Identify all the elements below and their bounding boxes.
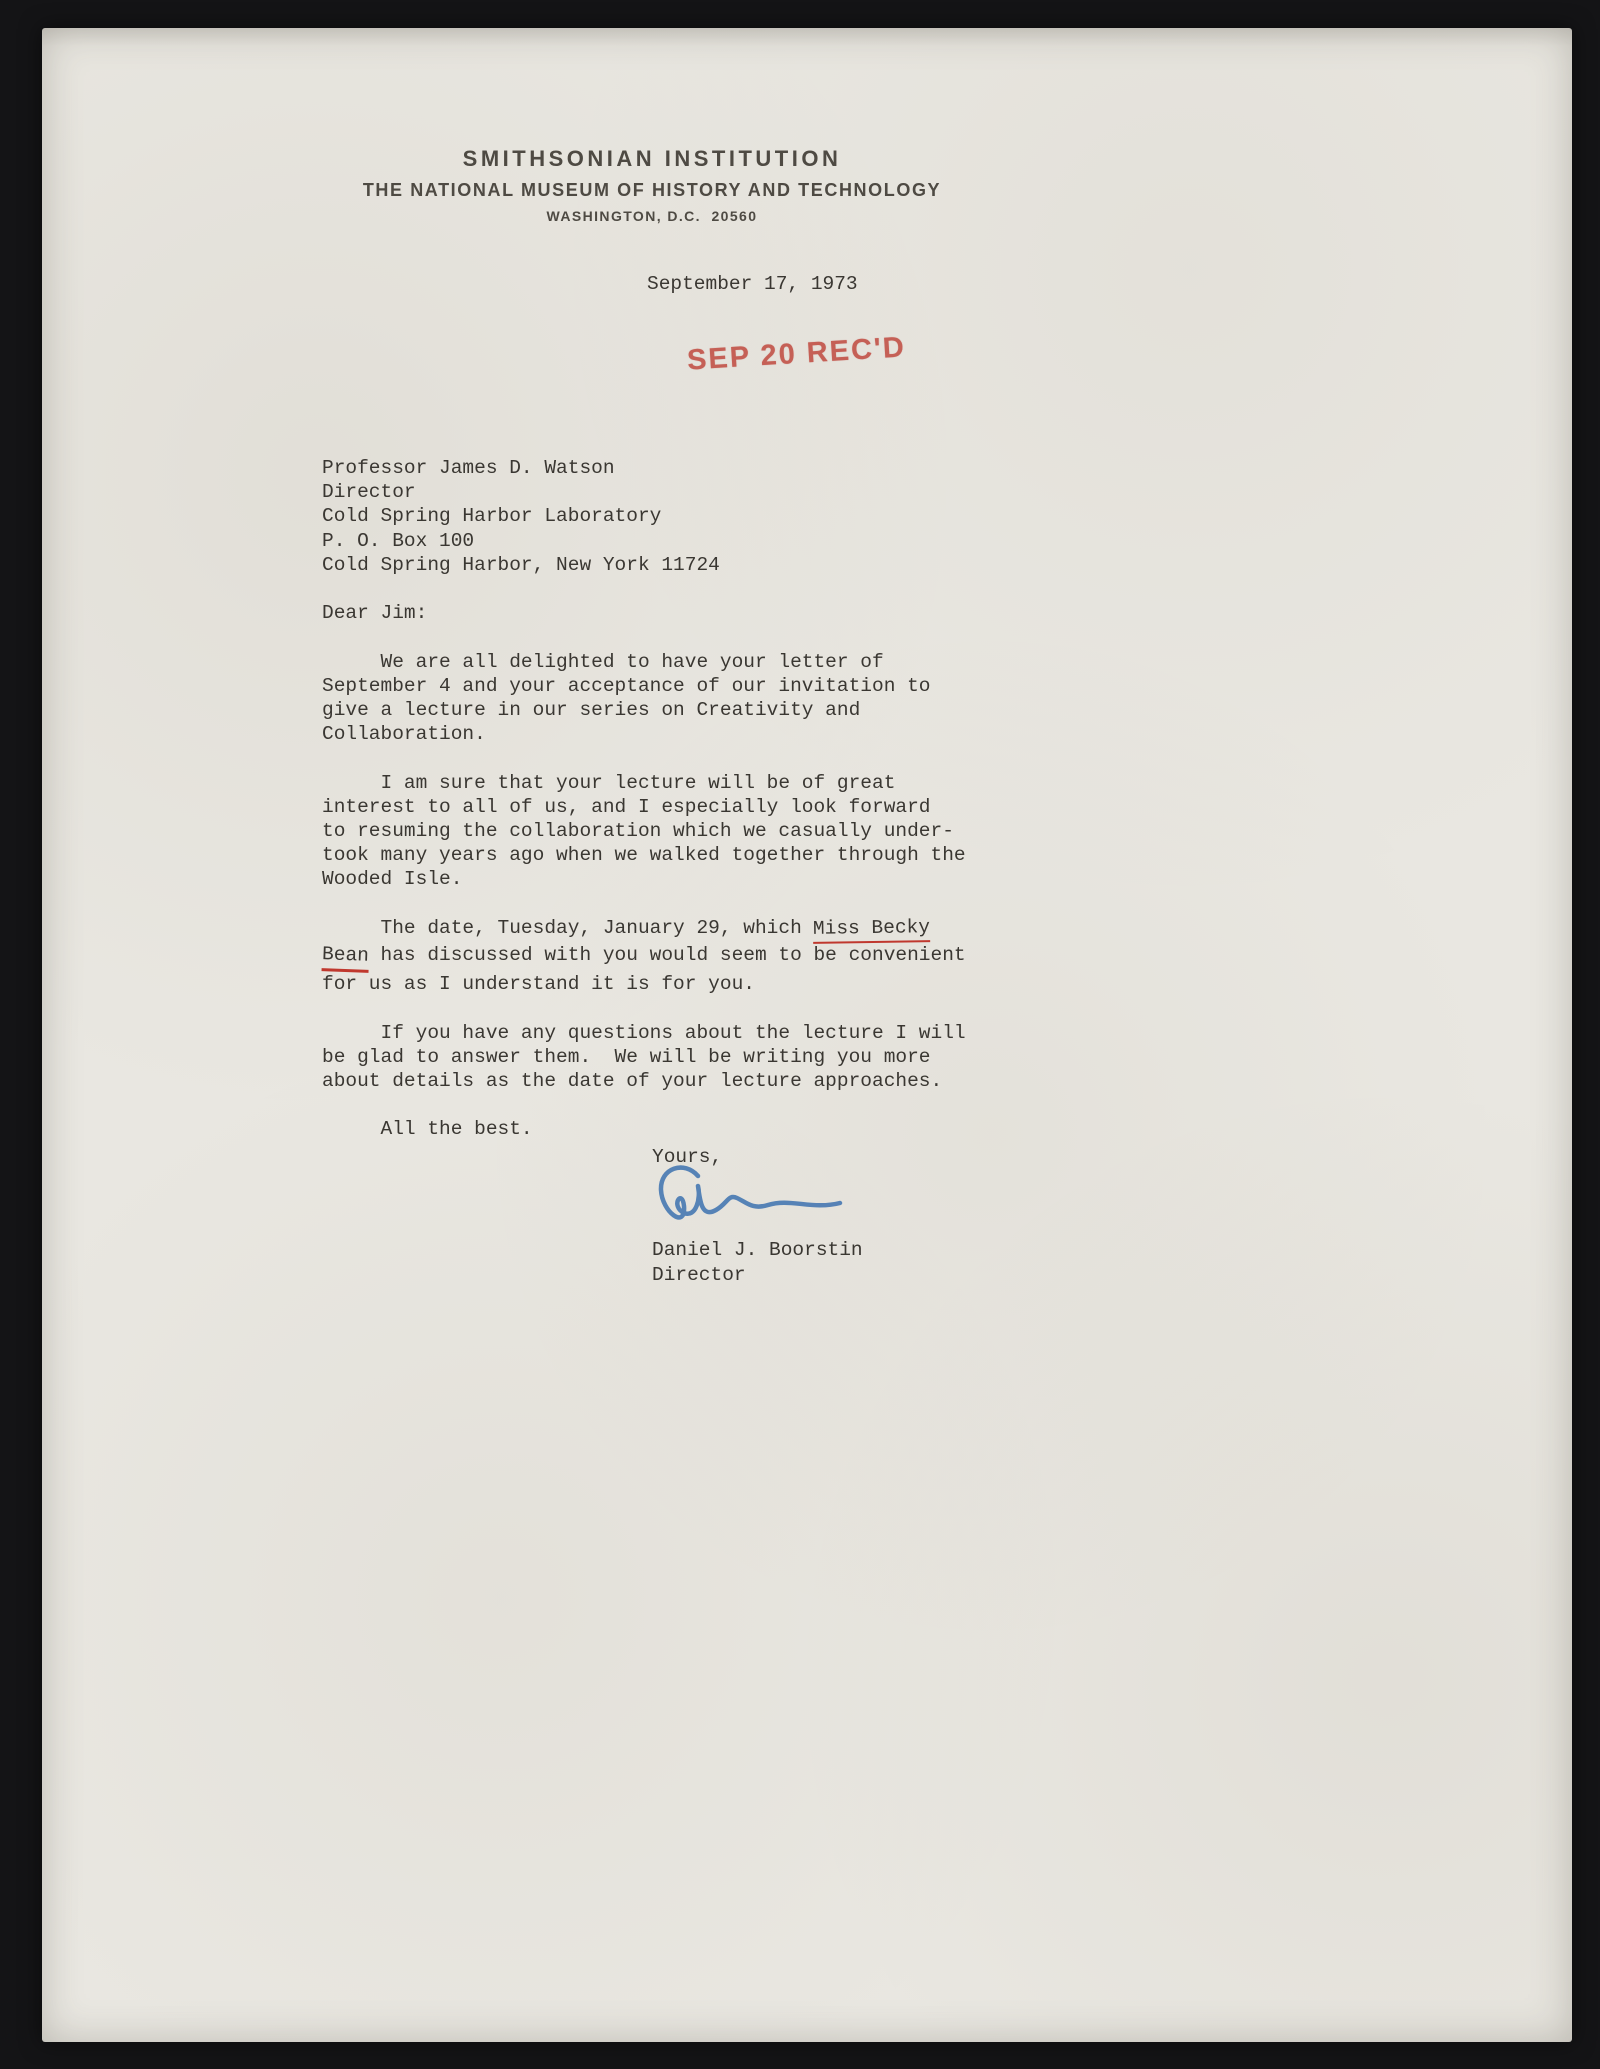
- body-line: P. O. Box 100: [322, 529, 475, 552]
- letter-date: September 17, 1973: [647, 273, 858, 295]
- signature-name: Daniel J. Boorstin: [652, 1239, 863, 1261]
- body-line: [322, 892, 966, 916]
- body-line: [322, 996, 966, 1020]
- letterhead: [42, 146, 1262, 224]
- body-line: I am sure that your lecture will be of great: [322, 771, 896, 794]
- handwritten-signature: [640, 1156, 850, 1248]
- body-line: If you have any questions about the lecture I will: [322, 1021, 966, 1044]
- body-line: Professor James D. Watson: [322, 457, 615, 479]
- body-line: Director: [322, 481, 416, 504]
- letter-body: [322, 456, 966, 1142]
- letter-paper: [42, 28, 1572, 2042]
- closing-valediction: Yours,: [652, 1146, 723, 1168]
- body-line: give a lecture in our series on Creativity and: [322, 699, 861, 722]
- body-line: [322, 577, 966, 601]
- body-line: Cold Spring Harbor, New York 11724: [322, 553, 720, 576]
- body-line: to resuming the collaboration which we casually under-: [322, 820, 954, 843]
- body-line: Bean has discussed with you would seem to be convenient: [322, 943, 966, 972]
- received-stamp: SEP 20 REC'D: [686, 331, 907, 377]
- body-line: Wooded Isle.: [322, 868, 463, 891]
- body-line: [322, 625, 966, 649]
- body-line: interest to all of us, and I especially look forward: [322, 795, 931, 818]
- signature-title: Director: [652, 1264, 746, 1286]
- red-pen-mark: Bean: [322, 942, 370, 973]
- body-line: took many years ago when we walked together through the: [322, 844, 966, 867]
- body-line: be glad to answer them. We will be writing you more: [322, 1045, 931, 1068]
- letterhead-address: WASHINGTON, D.C. 20560: [546, 208, 758, 224]
- body-line: September 4 and your acceptance of our invitation to: [322, 674, 931, 697]
- body-line: [322, 1093, 966, 1117]
- body-line: Dear Jim:: [322, 602, 428, 625]
- body-line: We are all delighted to have your letter of: [322, 650, 884, 673]
- body-line: The date, Tuesday, January 29, which Miss Becky: [322, 916, 966, 943]
- letterhead-museum: THE NATIONAL MUSEUM OF HISTORY AND TECHNOLOGY: [362, 180, 942, 200]
- letterhead-institution: SMITHSONIAN INSTITUTION: [462, 146, 842, 171]
- body-line: Cold Spring Harbor Laboratory: [322, 505, 662, 528]
- body-line: Collaboration.: [322, 723, 486, 746]
- body-line: All the best.: [322, 1118, 533, 1141]
- body-line: about details as the date of your lecture approaches.: [322, 1070, 943, 1093]
- body-line: for us as I understand it is for you.: [322, 973, 755, 996]
- body-line: [322, 746, 966, 770]
- red-pen-mark: Miss Becky: [813, 915, 930, 944]
